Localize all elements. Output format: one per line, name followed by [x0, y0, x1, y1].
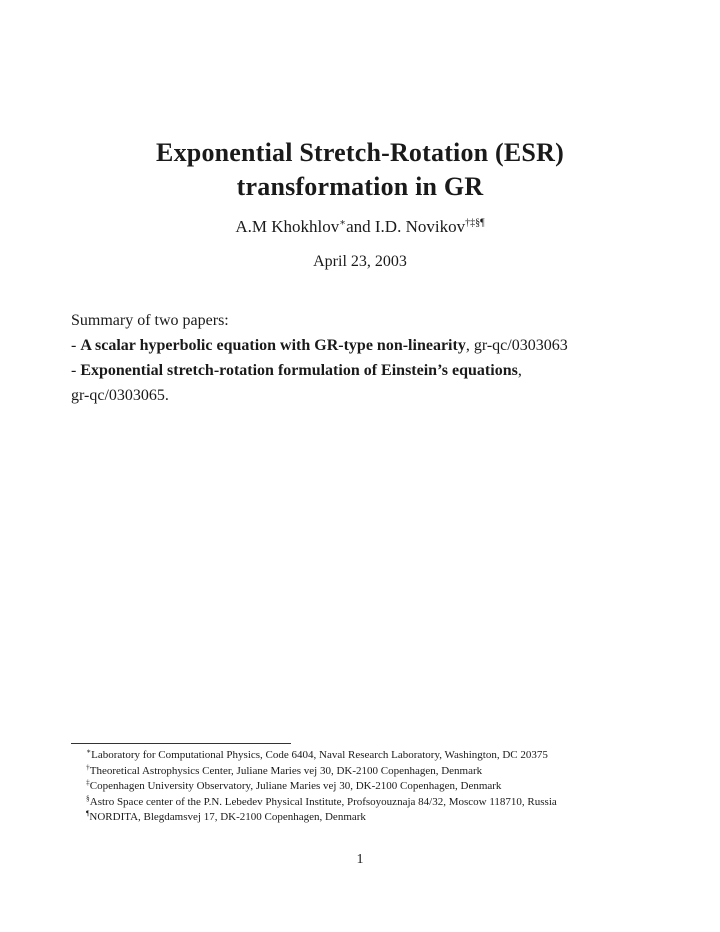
author-2-footnote-marks: †‡§¶	[465, 217, 485, 229]
footnote-2	[86, 761, 686, 780]
summary-paper-2	[71, 358, 671, 383]
paper-2-ref-comma: ,	[517, 362, 522, 379]
author-2-name: and I.D. Novikov	[346, 217, 466, 236]
author-line	[0, 216, 720, 238]
paper-date: April 23, 2003	[313, 253, 407, 270]
author-1-footnote-mark: ∗	[339, 217, 347, 229]
footnote-text: Laboratory for Computational Physics, Code 6404, Naval Research Laboratory, Washington, DC 20375	[91, 749, 548, 761]
author-1-name: A.M Khokhlov	[235, 217, 340, 236]
footnote-mark: ∗	[86, 746, 92, 756]
footnote-rule	[71, 743, 291, 744]
summary-paper-2-ref: gr-qc/0303065.	[71, 387, 169, 404]
paper-1-title: A scalar hyperbolic equation with GR-type non-linearity	[80, 337, 466, 354]
footnote-text: Astro Space center of the P.N. Lebedev Physical Institute, Profsoyouznaja 84/32, Moscow 118710, Russia	[89, 795, 557, 808]
title-line-2: transformation in GR	[236, 172, 484, 201]
paper-2-title: Exponential stretch-rotation formulation of Einstein’s equations	[80, 362, 518, 379]
footnote-mark: †	[86, 761, 90, 771]
footnote-mark: §	[86, 792, 90, 802]
footnote-text: Theoretical Astrophysics Center, Juliane Maries vej 30, DK-2100 Copenhagen, Denmark	[89, 764, 483, 777]
page-number: 1	[356, 852, 364, 867]
footnotes	[86, 748, 686, 826]
footnote-5	[86, 810, 686, 826]
footnote-text: Copenhagen University Observatory, Juliane Maries vej 30, DK-2100 Copenhagen, Denmark	[89, 780, 502, 792]
paper-title	[0, 136, 720, 204]
summary-intro: Summary of two papers:	[71, 312, 229, 329]
title-line-1: Exponential Stretch-Rotation (ESR)	[156, 138, 564, 167]
footnote-4	[86, 792, 686, 811]
footnote-text: NORDITA, Blegdamsvej 17, DK-2100 Copenhagen, Denmark	[89, 811, 366, 823]
summary-block	[71, 308, 671, 408]
paper-1-ref: , gr-qc/0303063	[465, 337, 568, 354]
summary-paper-1	[71, 333, 671, 358]
paper-2-prefix: -	[71, 362, 81, 379]
footnote-mark: ‡	[86, 777, 90, 787]
footnote-3	[86, 779, 686, 795]
paper-1-prefix: -	[71, 337, 81, 354]
footnote-1	[86, 748, 686, 764]
footnote-mark: ¶	[86, 808, 90, 818]
